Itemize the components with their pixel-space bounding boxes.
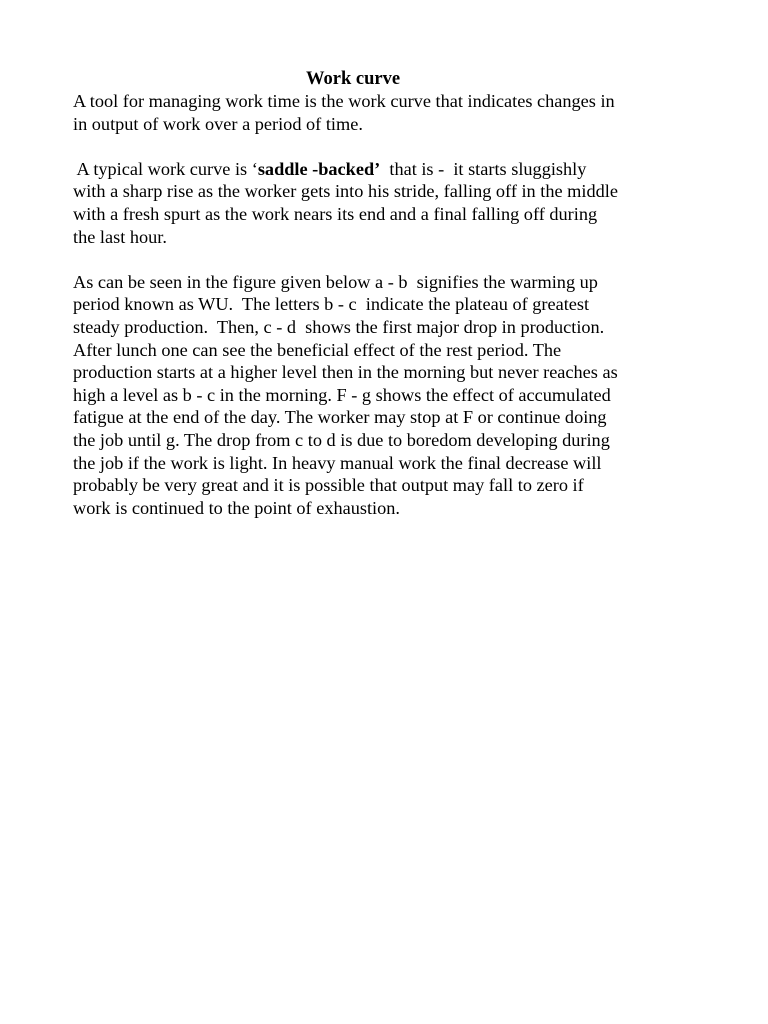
- text-line: the last hour.: [73, 226, 167, 247]
- text-segment: that is - it starts sluggishly: [380, 158, 587, 179]
- text-line: production starts at a higher level then in the morning but never reaches as: [73, 362, 618, 383]
- text-line: steady production. Then, c - d shows the first major drop in production.: [73, 316, 605, 337]
- document-page: [73, 68, 699, 519]
- paragraph-intro: [73, 90, 699, 135]
- text-segment: A typical work curve is ‘: [73, 158, 258, 179]
- text-line: with a fresh spurt as the work nears its end and a final falling off during: [73, 203, 598, 224]
- paragraph-gap: [73, 135, 699, 158]
- text-line: probably be very great and it is possible that output may fall to zero if: [73, 475, 584, 496]
- text-line: fatigue at the end of the day. The worker may stop at F or continue doing: [73, 407, 607, 428]
- emphasized-term: saddle -backed’: [257, 158, 381, 179]
- text-line: in output of work over a period of time.: [73, 113, 363, 134]
- paragraph-gap: [73, 248, 699, 271]
- document-title: Work curve: [306, 69, 401, 89]
- text-line: After lunch one can see the beneficial effect of the rest period. The: [73, 339, 562, 360]
- text-line: the job until g. The drop from c to d is due to boredom developing during: [73, 429, 610, 450]
- text-line: [73, 158, 699, 181]
- text-line: the job if the work is light. In heavy manual work the final decrease will: [73, 452, 602, 473]
- text-line: As can be seen in the figure given below a - b signifies the warming up: [73, 271, 598, 292]
- text-line: A tool for managing work time is the work curve that indicates changes in: [73, 91, 615, 111]
- text-line: high a level as b - c in the morning. F - g shows the effect of accumulated: [73, 384, 611, 405]
- text-line: with a sharp rise as the worker gets into his stride, falling off in the middle: [73, 181, 618, 202]
- paragraph-saddle-backed: [73, 158, 699, 248]
- text-line: period known as WU. The letters b - c indicate the plateau of greatest: [73, 294, 590, 315]
- text-line: work is continued to the point of exhaustion.: [73, 497, 400, 518]
- paragraph-figure-description: [73, 271, 699, 520]
